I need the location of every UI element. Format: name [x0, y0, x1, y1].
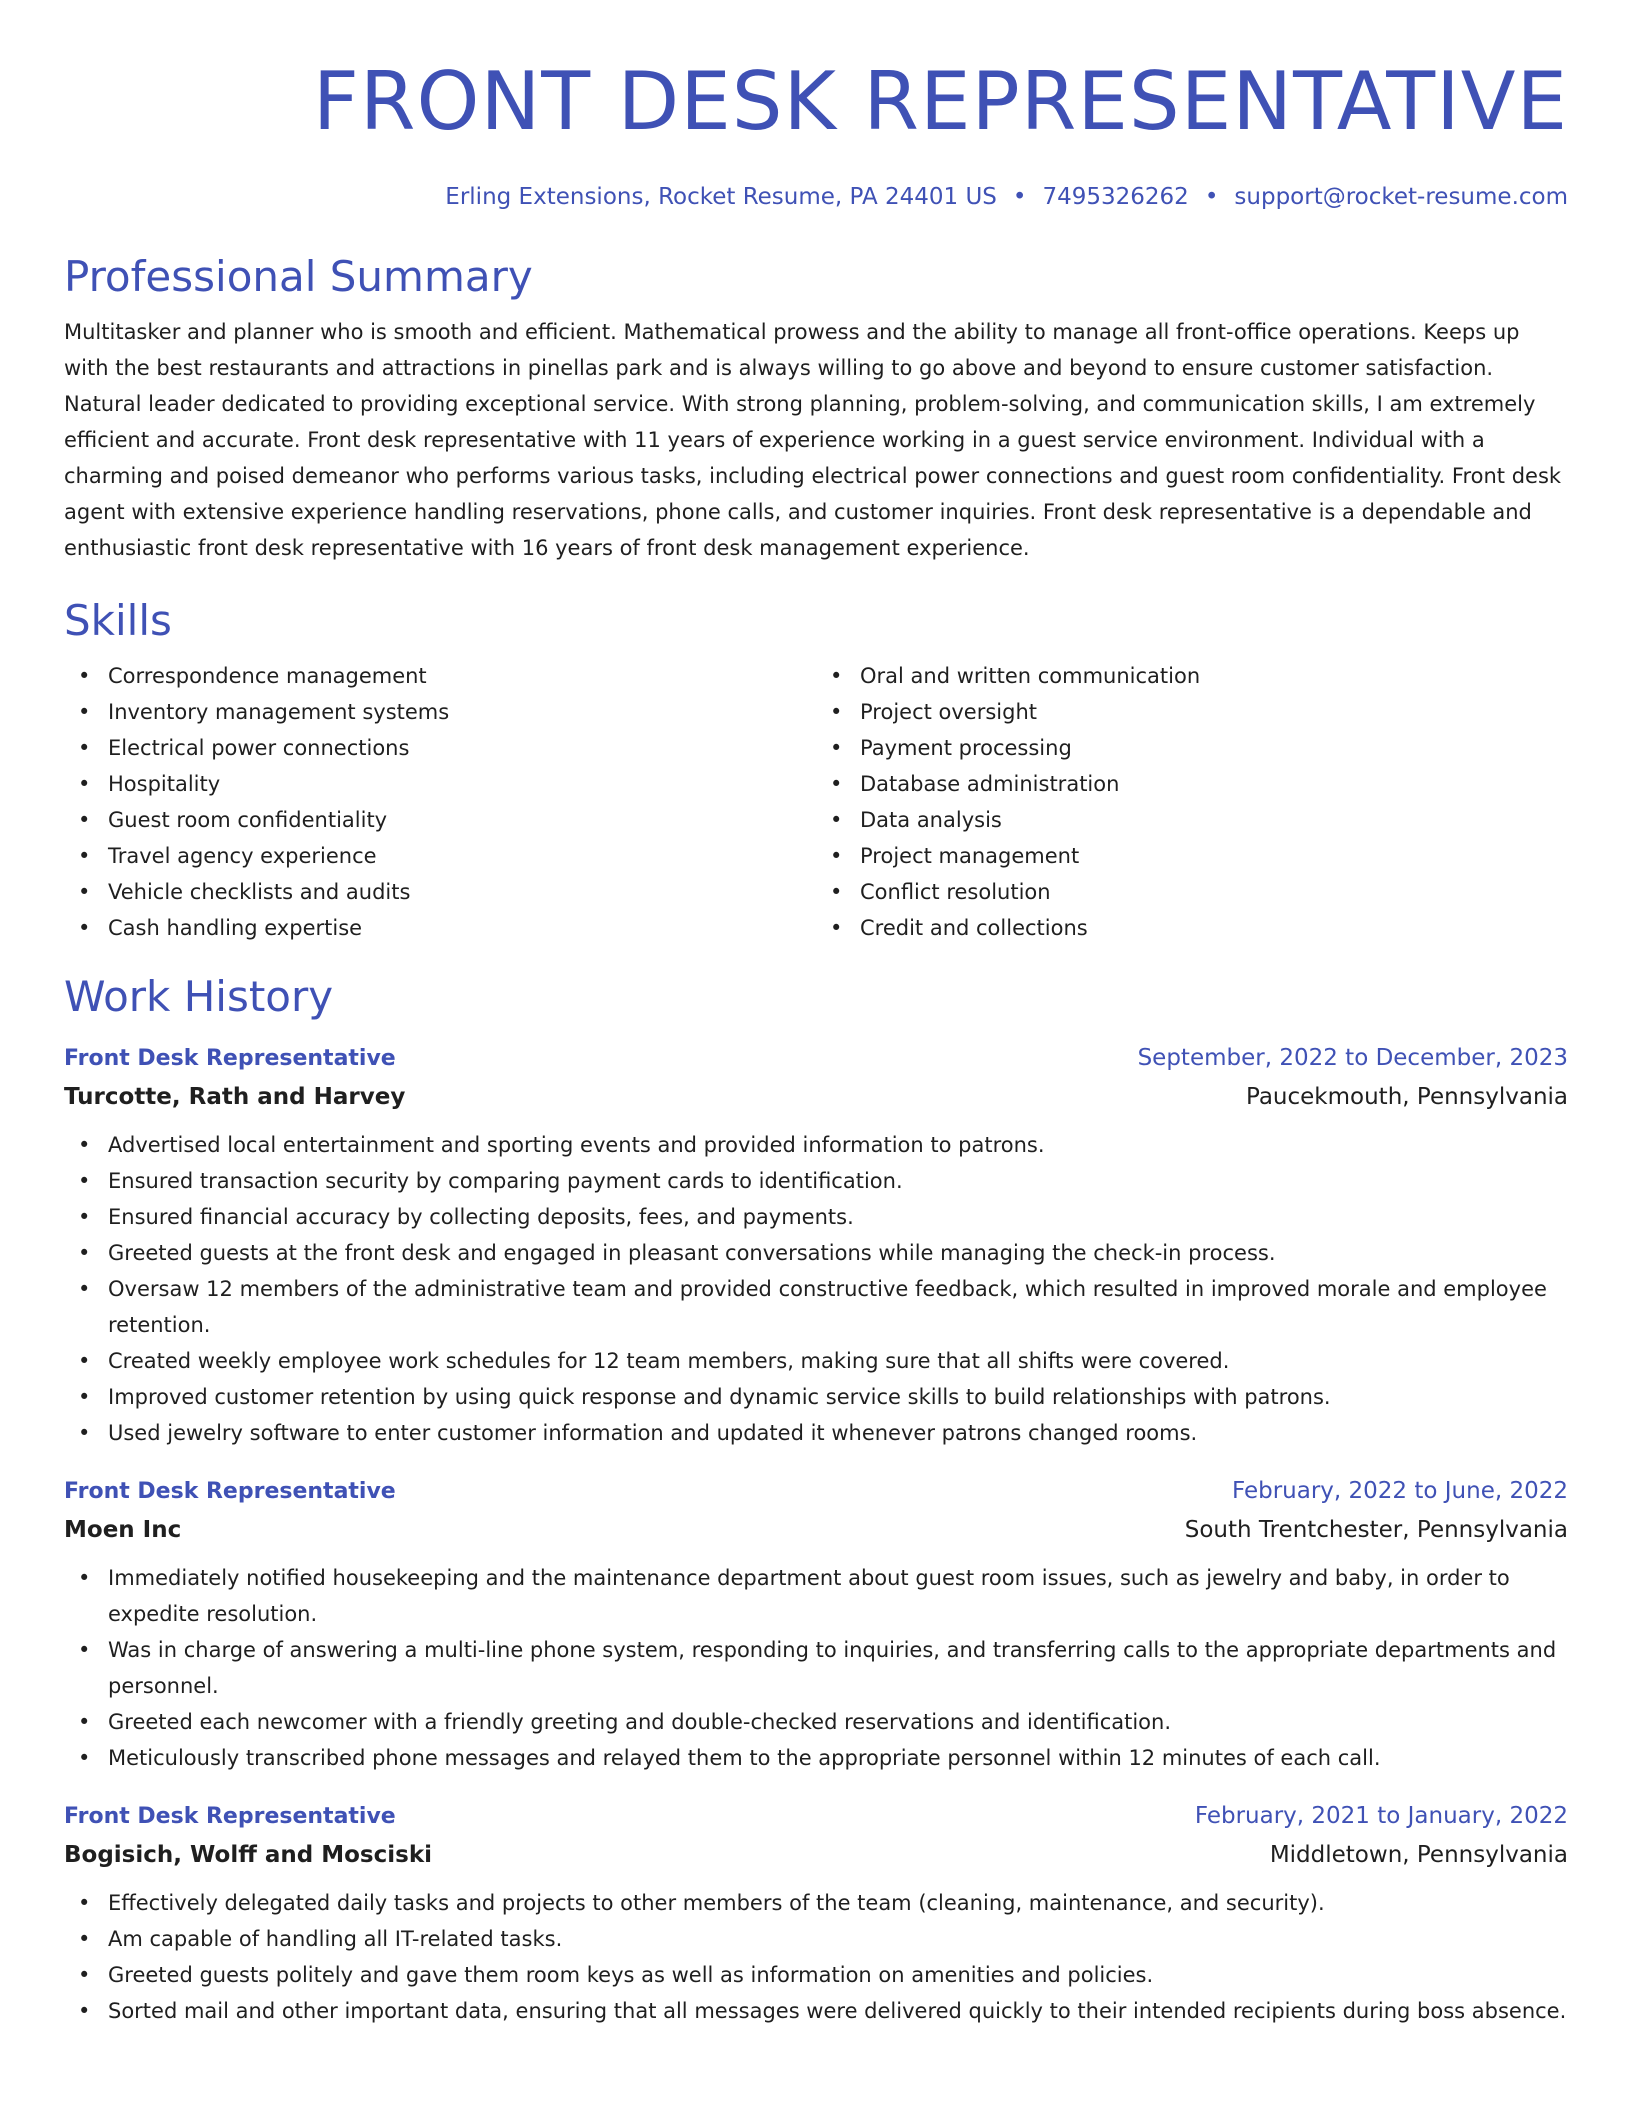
- job-title: Front Desk Representative: [64, 1046, 396, 1071]
- work-history-section: [64, 972, 1568, 2029]
- job-company: Moen Inc: [64, 1517, 182, 1543]
- job-title: Front Desk Representative: [64, 1804, 396, 1829]
- job-bullets: [64, 1885, 1568, 2029]
- job-company-row: [64, 1077, 1568, 1117]
- skills-heading: Skills: [64, 596, 172, 645]
- job-bullet: • Advertised local entertainment and sporting events and provided information to patrons.: [64, 1127, 1568, 1163]
- job-entry: [64, 1473, 1568, 1776]
- skill-item: • Project management: [816, 838, 1568, 874]
- job-header-row: [64, 1040, 1568, 1077]
- summary-text: Multitasker and planner who is smooth and efficient. Mathematical prowess and the ability to manage all front-office operations. Keeps up with the best restaurants and attractions in pinellas park and is always willing to go above and beyond to ensure customer satisfaction. Natural leader dedicated to providing exceptional service. With strong planning, problem-solving, and communication skills, I am extremely efficient and accurate. Front desk representative with 11 years of experience working in a guest service environment. Individual with a charming and poised demeanor who performs various tasks, including electrical power connections and guest room confidentiality. Front desk agent with extensive experience handling reservations, phone calls, and customer inquiries. Front desk representative is a dependable and enthusiastic front desk representative with 16 years of front desk management experience.: [64, 320, 1562, 560]
- job-bullet: • Greeted each newcomer with a friendly greeting and double-checked reservations and identification.: [64, 1704, 1568, 1740]
- job-company: Bogisich, Wolff and Mosciski: [64, 1842, 433, 1868]
- contact-separator: •: [1204, 184, 1219, 210]
- job-bullet: • Sorted mail and other important data, ensuring that all messages were delivered quickly to their intended recipients during boss absence.: [64, 1993, 1568, 2029]
- summary-section: [64, 252, 1568, 566]
- job-bullet: • Ensured transaction security by comparing payment cards to identification.: [64, 1163, 1568, 1199]
- job-bullet: • Improved customer retention by using quick response and dynamic service skills to build relationships with patrons.: [64, 1379, 1568, 1415]
- job-bullet: • Meticulously transcribed phone messages and relayed them to the appropriate personnel within 12 minutes of each call.: [64, 1740, 1568, 1776]
- contact-phone: 7495326262: [1042, 184, 1189, 210]
- job-dates: February, 2022 to June, 2022: [1231, 1478, 1568, 1504]
- job-company-row: [64, 1835, 1568, 1875]
- work-history-heading: Work History: [64, 972, 334, 1021]
- skill-item: • Hospitality: [64, 766, 816, 802]
- job-bullet: • Oversaw 12 members of the administrative team and provided constructive feedback, which resulted in improved morale and employee retention.: [64, 1271, 1568, 1343]
- skill-item: • Oral and written communication: [816, 658, 1568, 694]
- job-company: Turcotte, Rath and Harvey: [64, 1084, 406, 1110]
- skill-item: • Data analysis: [816, 802, 1568, 838]
- skill-item: • Correspondence management: [64, 658, 816, 694]
- resume-name: FRONT DESK REPRESENTATIVE: [312, 55, 1568, 148]
- contact-line: [64, 182, 1568, 212]
- job-bullet: • Am capable of handling all IT-related tasks.: [64, 1921, 1568, 1957]
- skill-item: • Travel agency experience: [64, 838, 816, 874]
- job-entry: [64, 1040, 1568, 1451]
- skill-item: • Conflict resolution: [816, 874, 1568, 910]
- skill-item: • Cash handling expertise: [64, 910, 816, 946]
- job-bullet: • Immediately notified housekeeping and the maintenance department about guest room issues, such as jewelry and baby, in order to expedite resolution.: [64, 1560, 1568, 1632]
- skill-item: • Inventory management systems: [64, 694, 816, 730]
- job-entry: [64, 1798, 1568, 2029]
- job-bullet: • Greeted guests at the front desk and engaged in pleasant conversations while managing the check-in process.: [64, 1235, 1568, 1271]
- skills-list-right: [816, 658, 1568, 946]
- job-location: Middletown, Pennsylvania: [1269, 1842, 1568, 1868]
- job-title: Front Desk Representative: [64, 1479, 396, 1504]
- job-bullets: [64, 1127, 1568, 1451]
- skill-item: • Project oversight: [816, 694, 1568, 730]
- skills-section: [64, 596, 1568, 946]
- skill-item: • Guest room confidentiality: [64, 802, 816, 838]
- job-location: South Trentchester, Pennsylvania: [1184, 1517, 1568, 1543]
- skills-columns: [64, 658, 1568, 946]
- job-dates: September, 2022 to December, 2023: [1137, 1045, 1568, 1071]
- skill-item: • Database administration: [816, 766, 1568, 802]
- job-dates: February, 2021 to January, 2022: [1194, 1803, 1568, 1829]
- skill-item: • Payment processing: [816, 730, 1568, 766]
- job-bullet: • Greeted guests politely and gave them room keys as well as information on amenities and policies.: [64, 1957, 1568, 1993]
- job-company-row: [64, 1510, 1568, 1550]
- skills-list-left: [64, 658, 816, 946]
- skill-item: • Electrical power connections: [64, 730, 816, 766]
- contact-address: Erling Extensions, Rocket Resume, PA 24401 US: [445, 184, 997, 210]
- skill-item: • Vehicle checklists and audits: [64, 874, 816, 910]
- job-bullets: [64, 1560, 1568, 1776]
- job-header-row: [64, 1798, 1568, 1835]
- job-header-row: [64, 1473, 1568, 1510]
- job-bullet: • Effectively delegated daily tasks and projects to other members of the team (cleaning, maintenance, and security).: [64, 1885, 1568, 1921]
- job-bullet: • Created weekly employee work schedules for 12 team members, making sure that all shifts were covered.: [64, 1343, 1568, 1379]
- summary-heading: Professional Summary: [64, 252, 533, 301]
- job-bullet: • Was in charge of answering a multi-line phone system, responding to inquiries, and transferring calls to the appropriate departments and personnel.: [64, 1632, 1568, 1704]
- job-bullet: • Ensured financial accuracy by collecting deposits, fees, and payments.: [64, 1199, 1568, 1235]
- skill-item: • Credit and collections: [816, 910, 1568, 946]
- job-bullet: • Used jewelry software to enter customer information and updated it whenever patrons changed rooms.: [64, 1415, 1568, 1451]
- contact-email: support@rocket-resume.com: [1234, 184, 1568, 210]
- resume-header: [64, 0, 1568, 212]
- job-location: Paucekmouth, Pennsylvania: [1246, 1084, 1568, 1110]
- contact-separator: •: [1012, 184, 1027, 210]
